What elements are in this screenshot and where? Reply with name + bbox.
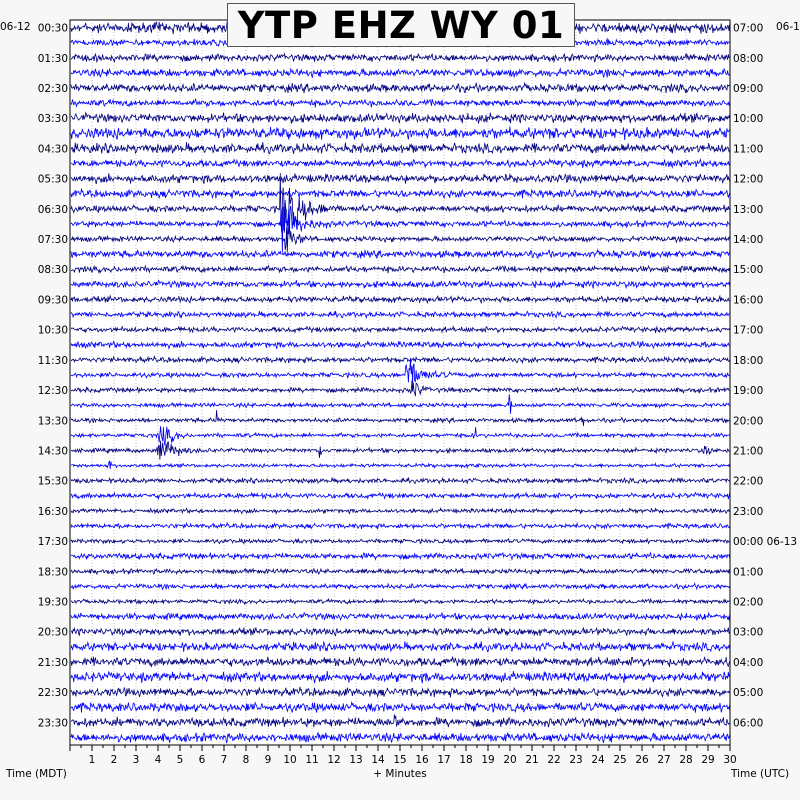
x-tick-label: 17: [437, 754, 451, 766]
x-tick-label: 26: [635, 754, 649, 766]
x-tick-label: 19: [481, 754, 495, 766]
right-time-label: 21:00: [733, 445, 764, 458]
right-time-label: 10:00: [733, 113, 764, 126]
right-time-label: 18:00: [733, 354, 764, 367]
right-time-label: 11:00: [733, 143, 764, 156]
x-axis-label: + Minutes: [373, 768, 427, 780]
x-tick-label: 7: [220, 754, 228, 766]
x-tick-label: 24: [591, 754, 605, 766]
right-time-label: 12:00: [733, 173, 764, 186]
left-time-label: 01:30: [37, 52, 68, 65]
left-time-label: 06:30: [37, 203, 68, 216]
x-tick-label: 13: [349, 754, 363, 766]
right-time-label: 05:00: [733, 687, 764, 700]
x-tick-label: 18: [459, 754, 473, 766]
left-time-label: 02:30: [37, 82, 68, 95]
left-time-label: 05:30: [37, 173, 68, 186]
x-tick-label: 2: [110, 754, 118, 766]
right-time-label: 14:00: [733, 234, 764, 247]
right-time-label: 09:00: [733, 82, 764, 95]
right-time-label: 01:00: [733, 566, 764, 579]
x-tick-label: 25: [613, 754, 627, 766]
left-time-label: 00:30: [37, 22, 68, 35]
right-date-label: 06-1: [776, 21, 800, 33]
left-time-label: 03:30: [37, 113, 68, 126]
left-time-label: 10:30: [37, 324, 68, 337]
x-tick-label: 6: [198, 754, 206, 766]
left-time-label: 14:30: [37, 445, 68, 458]
left-time-label: 04:30: [37, 143, 68, 156]
right-time-label: 08:00: [733, 52, 764, 65]
x-tick-label: 22: [547, 754, 561, 766]
right-time-label: 04:00: [733, 656, 764, 669]
left-time-label: 20:30: [37, 626, 68, 639]
right-time-label: 17:00: [733, 324, 764, 337]
x-tick-label: 30: [723, 754, 737, 766]
x-tick-label: 29: [701, 754, 715, 766]
x-tick-label: 11: [305, 754, 319, 766]
right-time-label: 06:00: [733, 717, 764, 730]
x-tick-label: 9: [264, 754, 272, 766]
right-time-label: 00:00 06-13: [733, 536, 798, 549]
x-tick-label: 14: [371, 754, 385, 766]
left-time-labels: [38, 23, 68, 730]
left-time-label: 22:30: [37, 687, 68, 700]
x-tick-label: 3: [132, 754, 140, 766]
x-tick-label: 4: [154, 754, 162, 766]
title-box: [227, 3, 575, 47]
right-time-label: 16:00: [733, 294, 764, 307]
x-axis: [70, 745, 737, 766]
right-axis-label: Time (UTC): [731, 768, 790, 780]
right-time-label: 19:00: [733, 385, 764, 398]
left-time-label: 23:30: [37, 717, 68, 730]
right-time-label: 23:00: [733, 505, 764, 518]
right-time-label: 07:00: [733, 22, 764, 35]
right-time-label: 20:00: [733, 415, 764, 428]
right-time-label: 13:00: [733, 203, 764, 216]
x-tick-label: 8: [242, 754, 250, 766]
left-time-label: 09:30: [37, 294, 68, 307]
left-time-label: 21:30: [37, 656, 68, 669]
x-tick-label: 5: [176, 754, 184, 766]
right-time-label: 03:00: [733, 626, 764, 639]
left-time-label: 07:30: [37, 234, 68, 247]
x-tick-label: 12: [327, 754, 341, 766]
x-tick-label: 1: [88, 754, 96, 766]
chart-title: YTP EHZ WY 01: [237, 3, 565, 47]
x-tick-label: 27: [657, 754, 671, 766]
x-tick-label: 21: [525, 754, 539, 766]
left-time-label: 12:30: [37, 385, 68, 398]
right-time-label: 02:00: [733, 596, 764, 609]
left-time-label: 11:30: [37, 354, 68, 367]
right-time-label: 22:00: [733, 475, 764, 488]
x-tick-label: 23: [569, 754, 583, 766]
left-axis-label: Time (MDT): [6, 768, 67, 780]
right-time-labels: [733, 23, 797, 730]
x-tick-label: 15: [393, 754, 407, 766]
left-time-label: 13:30: [37, 415, 68, 428]
left-time-label: 15:30: [37, 475, 68, 488]
x-tick-label: 28: [679, 754, 693, 766]
right-time-label: 15:00: [733, 264, 764, 277]
left-time-label: 17:30: [37, 536, 68, 549]
left-time-label: 18:30: [37, 566, 68, 579]
x-tick-label: 20: [503, 754, 517, 766]
left-time-label: 08:30: [37, 264, 68, 277]
left-time-label: 19:30: [37, 596, 68, 609]
left-time-label: 16:30: [37, 505, 68, 518]
left-date-label: 06-12: [0, 21, 31, 33]
x-tick-label: 16: [415, 754, 429, 766]
x-tick-label: 10: [283, 754, 297, 766]
